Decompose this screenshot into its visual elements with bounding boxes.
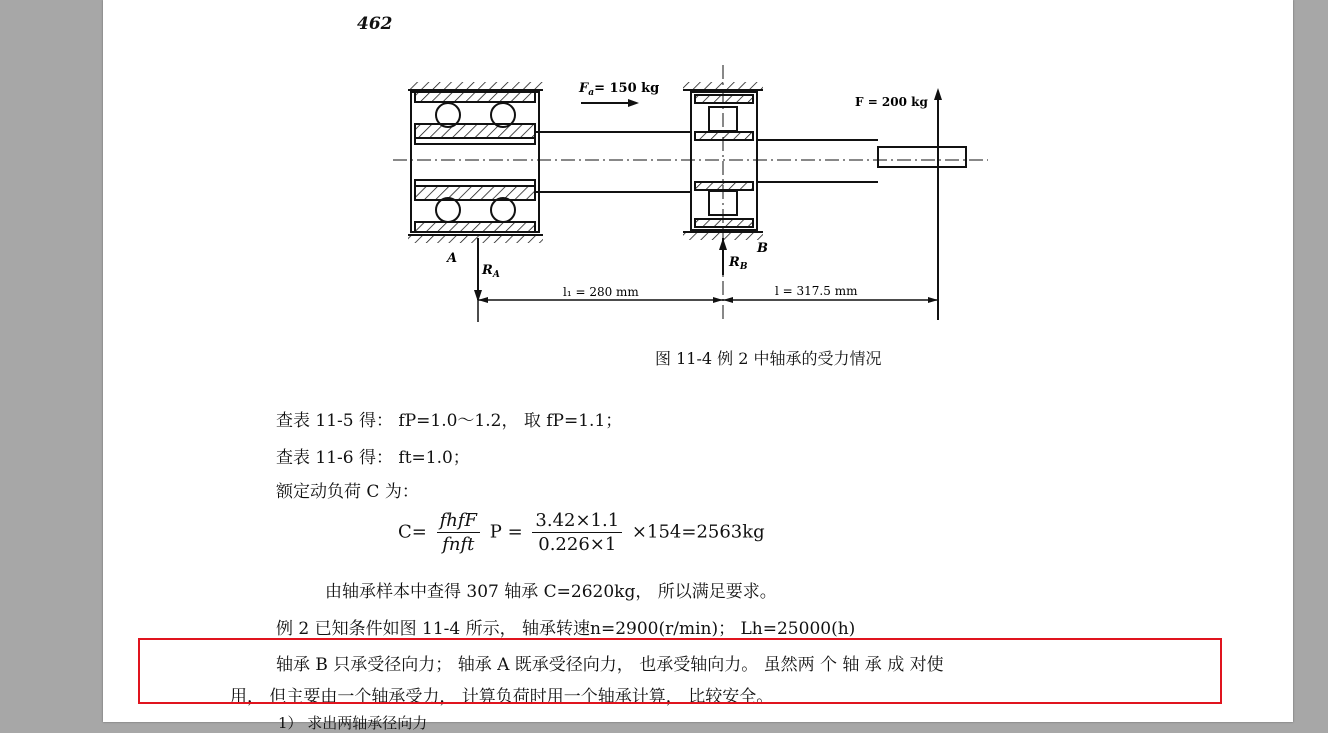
text-line-6: 轴承 B 只承受径向力； 轴承 A 既承受径向力， 也承受轴向力。 虽然两 个 轴 承 成 对使 <box>276 655 944 675</box>
figure-caption: 图 11-4 例 2 中轴承的受力情况 <box>655 349 882 368</box>
dimension-l1-label: l₁ = 280 mm <box>563 285 639 299</box>
formula-fraction-1 <box>437 510 480 555</box>
formula-mid: P = <box>489 521 523 543</box>
text-line-5: 例 2 已知条件如图 11-4 所示， 轴承转速n=2900(r/min)； Lh=25000(h) <box>276 619 856 639</box>
document-page <box>103 0 1293 732</box>
text-line-4: 由轴承样本中查得 307 轴承 C=2620kg， 所以满足要求。 <box>325 582 777 602</box>
text-line-7: 用， 但主要由一个轴承受力， 计算负荷时用一个轴承计算， 比较安全。 <box>230 687 774 707</box>
fraction-2-denominator: 0.226×1 <box>538 534 617 555</box>
fraction-1-numerator: fhfF <box>437 510 480 533</box>
reaction-b-label: $R_B$ <box>729 255 748 272</box>
formula <box>398 510 765 555</box>
bearing-a-housing <box>408 82 543 243</box>
bearing-b-label: B <box>757 241 768 256</box>
axial-force-arrow <box>581 99 639 107</box>
highlight-box <box>138 638 1222 704</box>
dimension-l-label: l = 317.5 mm <box>775 284 858 298</box>
bearing-b-housing <box>683 65 763 320</box>
dimension-lines <box>478 297 938 322</box>
bearing-force-diagram <box>103 0 1293 340</box>
text-line-3: 额定动负荷 C 为： <box>276 482 419 502</box>
radial-force-label: F = 200 kg <box>855 95 928 109</box>
reaction-a-label: $R_A$ <box>482 263 500 280</box>
formula-fraction-2 <box>532 510 622 555</box>
page-number: 462 <box>357 14 393 34</box>
text-line-1: 查表 11-5 得： fP=1.0～1.2， 取 fP=1.1； <box>276 411 623 431</box>
text-line-8: 1） 求出两轴承径向力 <box>278 714 428 732</box>
text-line-2: 查表 11-6 得： ft=1.0； <box>276 448 470 468</box>
formula-rhs: ×154=2563kg <box>631 521 765 543</box>
fraction-2-numerator: 3.42×1.1 <box>532 510 622 533</box>
radial-force-arrow <box>934 88 942 320</box>
axial-force-label: $F_a= 150$ kg <box>579 81 660 98</box>
formula-lhs: C= <box>398 521 427 543</box>
fraction-1-denominator: fnft <box>442 534 475 555</box>
bearing-a-label: A <box>447 251 458 266</box>
